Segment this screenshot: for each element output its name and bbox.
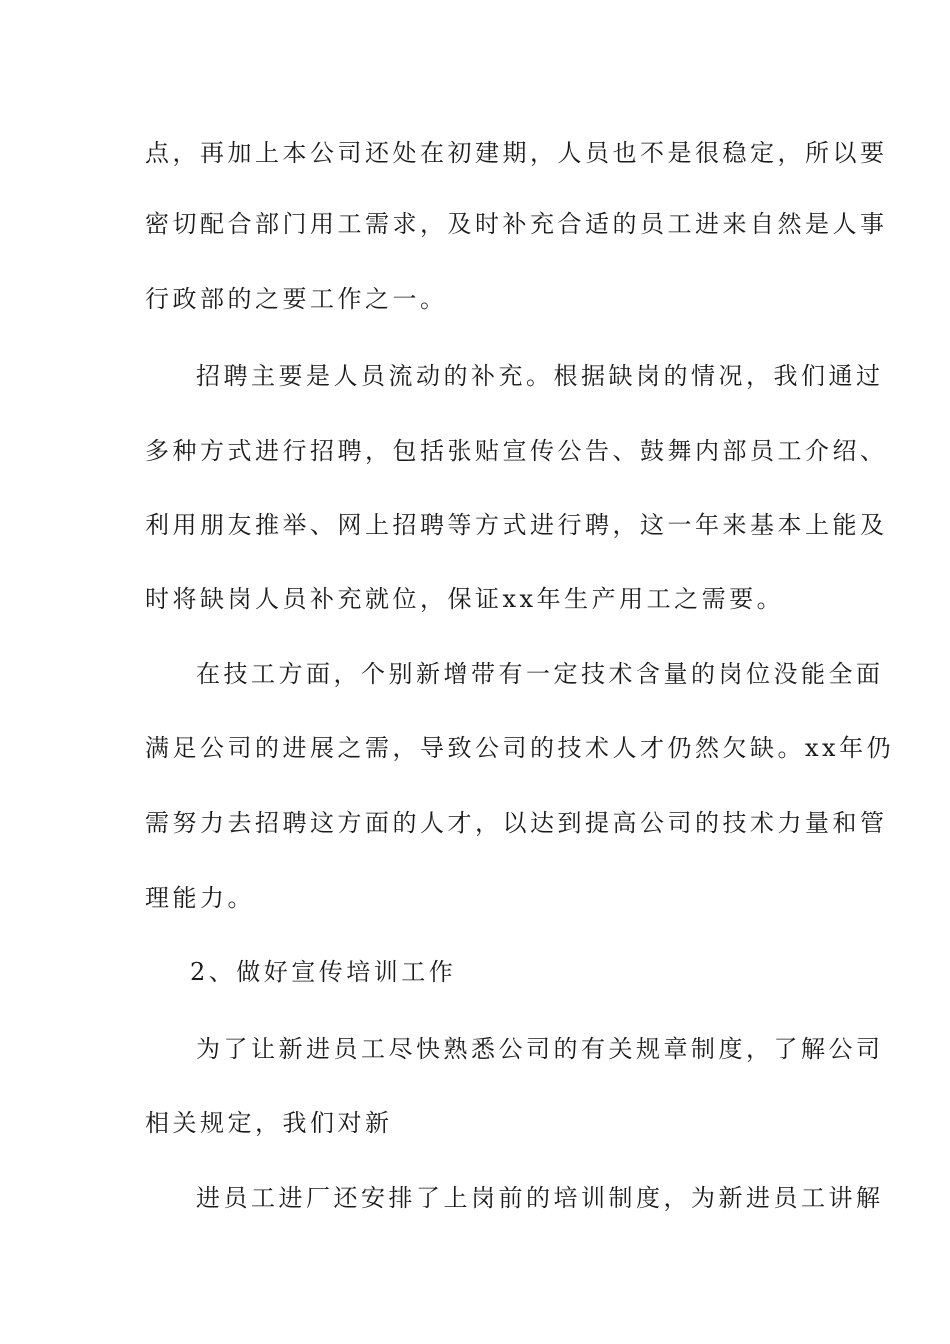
paragraph-first-line: 在技工方面，个别新增带有一定技术含量的岗位没能全面 <box>196 660 884 688</box>
text-line: 时将缺岗人员补充就位，保证xx年生产用工之需要。 <box>145 585 785 613</box>
text-line: 点，再加上本公司还处在初建期，人员也不是很稳定，所以要 <box>145 139 888 167</box>
text-line: 行政部的之要工作之一。 <box>145 285 448 313</box>
text-line: 理能力。 <box>145 884 255 912</box>
paragraph-first-line: 为了让新进员工尽快熟悉公司的有关规章制度，了解公司 <box>196 1035 884 1063</box>
paragraph-first-line: 进员工进厂还安排了上岗前的培训制度，为新进员工讲解 <box>196 1184 884 1212</box>
text-line: 密切配合部门用工需求，及时补充合适的员工进来自然是人事 <box>145 210 888 238</box>
text-line: 满足公司的进展之需，导致公司的技术人才仍然欠缺。xx年仍 <box>145 734 895 762</box>
text-line: 相关规定，我们对新 <box>145 1109 393 1137</box>
text-line: 多种方式进行招聘，包括张贴宣传公告、鼓舞内部员工介绍、 <box>145 437 888 465</box>
text-line: 需努力去招聘这方面的人才，以达到提高公司的技术力量和管 <box>145 809 888 837</box>
paragraph-first-line: 招聘主要是人员流动的补充。根据缺岗的情况，我们通过 <box>196 362 884 390</box>
text-line: 利用朋友推举、网上招聘等方式进行聘，这一年来基本上能及 <box>145 511 888 539</box>
section-heading: 2、做好宣传培训工作 <box>190 958 457 986</box>
